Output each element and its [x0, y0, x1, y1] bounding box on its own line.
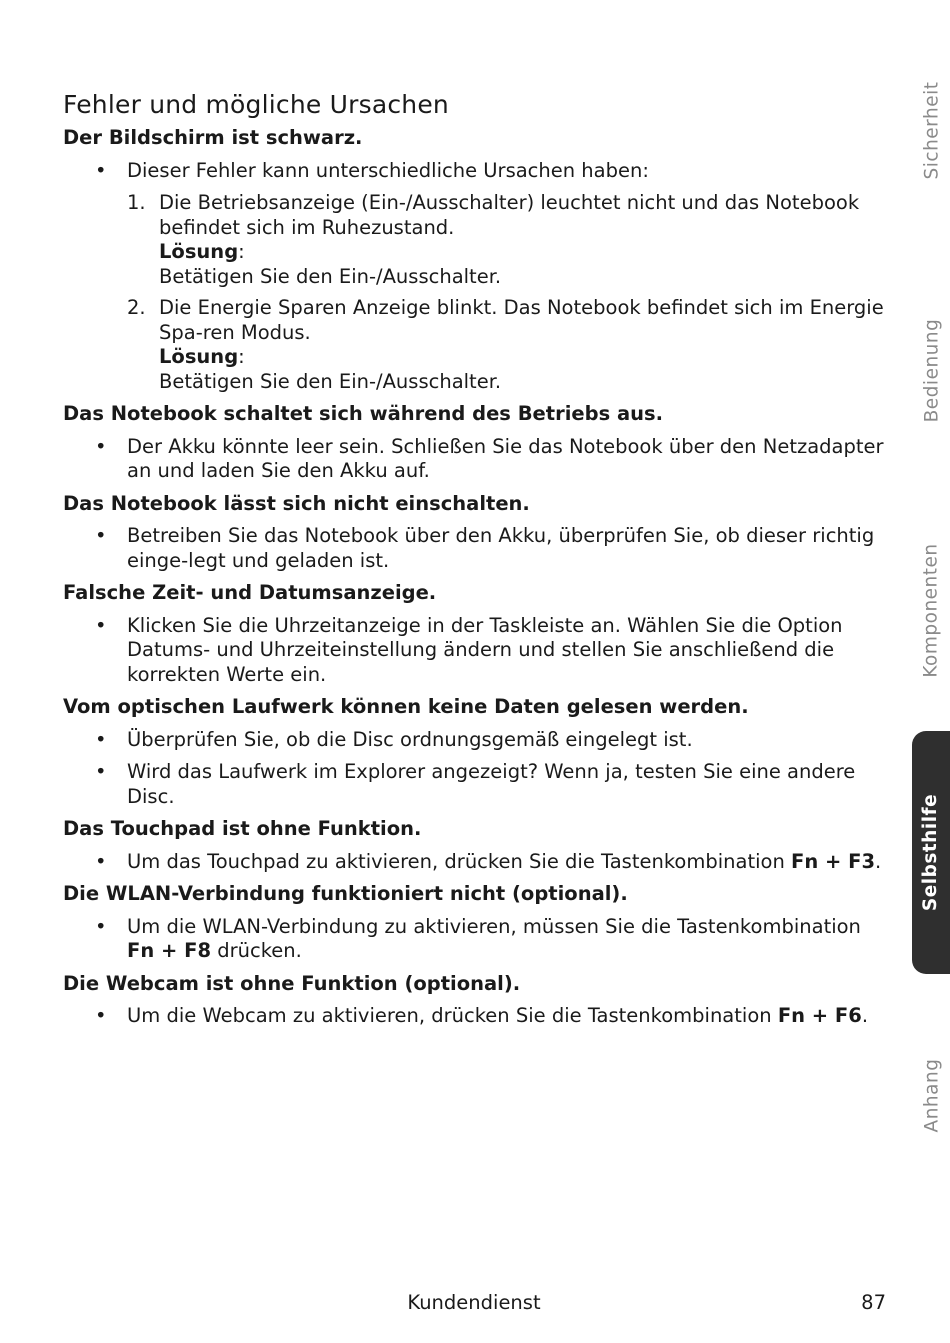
item-text: Die Betriebsanzeige (Ein-/Ausschalter) leuchtet nicht und das Notebook befindet sich im Ruhezustand.	[159, 191, 860, 239]
bullet-list	[63, 850, 888, 875]
numbered-list	[127, 191, 888, 394]
section-heading-touchpad: Das Touchpad ist ohne Funktion.	[63, 817, 422, 840]
item-text: Die Energie Sparen Anzeige blinkt. Das Notebook befindet sich im Energie Spa-ren Modus.	[159, 296, 884, 344]
tab-bedienung[interactable]	[913, 305, 950, 435]
list-item: • Wird das Laufwerk im Explorer angezeigt? Wenn ja, testen Sie eine andere Disc.	[63, 760, 888, 809]
numbered-item	[127, 296, 888, 394]
bullet-text-end: drücken.	[211, 939, 302, 962]
section-heading-wlan: Die WLAN-Verbindung funktioniert nicht (optional).	[63, 882, 628, 905]
solution-text: Betätigen Sie den Ein-/Ausschalter.	[159, 369, 502, 393]
bullet-text-end: .	[861, 1004, 869, 1027]
page-content	[63, 88, 888, 1037]
section-heading-black-screen: Der Bildschirm ist schwarz.	[63, 126, 363, 149]
chapter-sidebar	[913, 0, 950, 1343]
bullet-list	[63, 614, 888, 688]
bullet-list	[63, 915, 888, 964]
solution-colon: :	[238, 345, 245, 368]
page-title: Fehler und mögliche Ursachen	[63, 90, 449, 119]
section-heading-no-power-on: Das Notebook lässt sich nicht einschalten.	[63, 491, 530, 515]
solution-label-line	[159, 345, 888, 370]
solution-label-line	[159, 240, 888, 265]
tab-label: Anhang	[921, 1058, 943, 1132]
numbered-item	[127, 191, 888, 289]
tab-label: Bedienung	[921, 318, 943, 422]
bullet-text: Dieser Fehler kann unterschiedliche Ursachen haben:	[127, 158, 649, 182]
page-number: 87	[861, 1291, 886, 1314]
bullet-list	[63, 728, 888, 810]
list-item	[63, 159, 888, 395]
solution-text: Betätigen Sie den Ein-/Ausschalter.	[159, 264, 502, 288]
tab-anhang[interactable]	[913, 1040, 950, 1150]
footer-label: Kundendienst	[407, 1291, 541, 1314]
bullet-list	[63, 524, 888, 573]
key-combination: Fn + F6	[777, 1004, 862, 1027]
key-combination: Fn + F8	[127, 939, 212, 962]
list-item: • Betreiben Sie das Notebook über den Akku, überprüfen Sie, ob dieser richtig einge-legt und geladen ist.	[63, 524, 888, 573]
bullet-list	[63, 159, 888, 395]
section-heading-shutdown: Das Notebook schaltet sich während des Betriebs aus.	[63, 402, 664, 425]
list-item	[63, 915, 888, 964]
solution-label: Lösung	[159, 240, 239, 263]
solution-label: Lösung	[159, 345, 239, 368]
item-number: 2.	[127, 296, 146, 319]
bullet-text: Um die Webcam zu aktivieren, drücken Sie die Tastenkombination	[127, 1004, 778, 1027]
section-heading-webcam: Die Webcam ist ohne Funktion (optional).	[63, 971, 521, 995]
list-item	[63, 1004, 888, 1029]
bullet-text: Um die WLAN-Verbindung zu aktivieren, müssen Sie die Tastenkombination	[127, 914, 861, 938]
key-combination: Fn + F3	[791, 849, 876, 873]
bullet-list	[63, 1004, 888, 1029]
list-item: • Der Akku könnte leer sein. Schließen Sie das Notebook über den Netzadapter an und laden Sie den Akku auf.	[63, 435, 888, 484]
tab-sicherheit[interactable]	[913, 70, 950, 190]
tab-label: Sicherheit	[921, 81, 943, 179]
tab-label: Selbsthilfe	[920, 793, 942, 912]
bullet-text-end: .	[875, 849, 882, 873]
tab-komponenten[interactable]	[913, 530, 950, 690]
tab-label: Komponenten	[921, 542, 942, 678]
bullet-list	[63, 435, 888, 484]
bullet-text: Um das Touchpad zu aktivieren, drücken Sie die Tastenkombination	[127, 849, 791, 873]
item-number: 1.	[127, 191, 146, 214]
list-item: • Klicken Sie die Uhrzeitanzeige in der Taskleiste an. Wählen Sie die Option Datums- und Uhrzeiteinstellung ändern und stellen Sie anschließend die korrekten Werte ein.	[63, 614, 888, 688]
list-item: • Überprüfen Sie, ob die Disc ordnungsgemäß eingelegt ist.	[63, 728, 888, 753]
solution-colon: :	[238, 240, 245, 263]
tab-selbsthilfe[interactable]	[912, 731, 950, 974]
list-item	[63, 850, 888, 875]
section-heading-wrong-time: Falsche Zeit- und Datumsanzeige.	[63, 581, 437, 604]
section-heading-optical-drive: Vom optischen Laufwerk können keine Daten gelesen werden.	[63, 695, 749, 718]
